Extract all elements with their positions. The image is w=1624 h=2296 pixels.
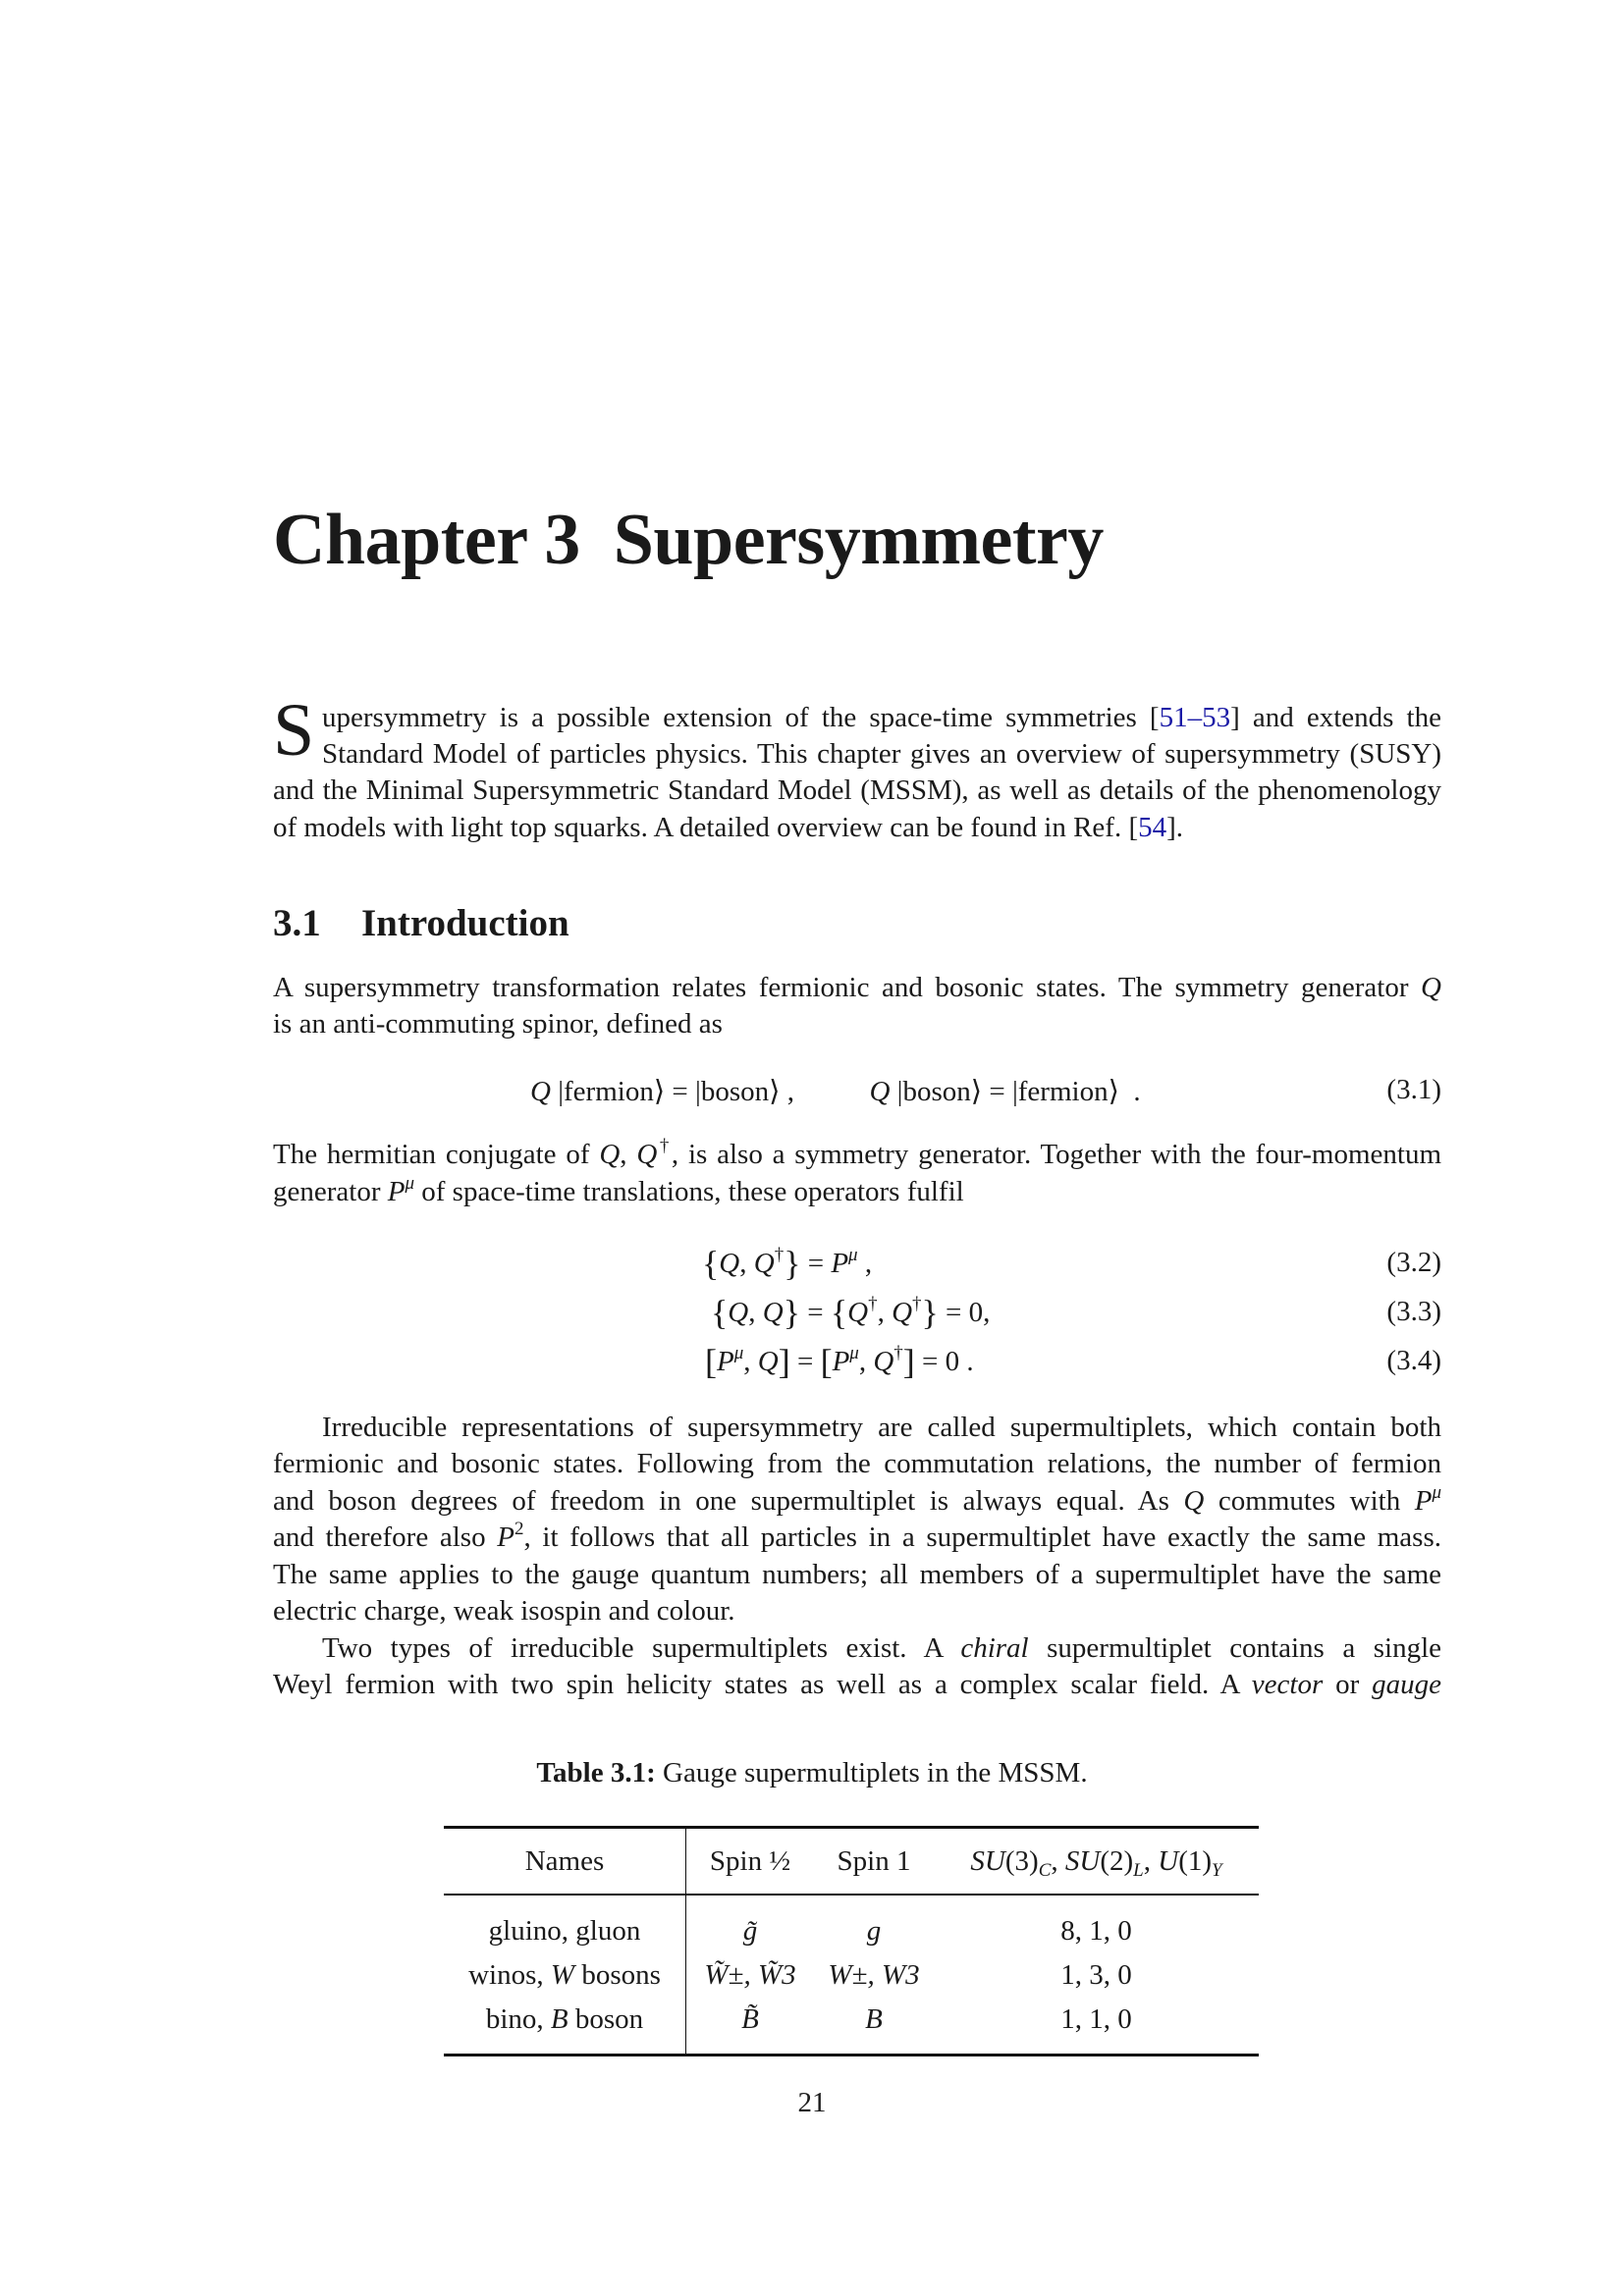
para3-line-5: The same applies to the gauge quantum numbers; all members of a supermultiplet have the same <box>273 1559 1441 1590</box>
table-row <box>444 1909 1259 1953</box>
row-spin-one: g <box>866 1915 882 1947</box>
para3-line-3: and boson degrees of freedom in one supermultiplet is always equal. As Q commutes with $P^\mu$ <box>273 1482 1442 1517</box>
table-row <box>444 1998 1259 2056</box>
para1-line-1: A supersymmetry transformation relates fermionic and bosonic states. The symmetry generator Q <box>273 972 1441 1003</box>
para2-line-1: The hermitian conjugate of Q, Q†, is also a symmetry generator. Together with the four-momentum <box>273 1136 1442 1170</box>
equation-label-3-3: (3.3) <box>1386 1296 1441 1327</box>
drop-cap: S <box>273 689 315 772</box>
table-header-row <box>444 1828 1259 1896</box>
header-gauge-groups: $SU(3)_C$, $SU(2)_L$, $U(1)_Y$ <box>970 1844 1222 1881</box>
citation-link[interactable]: 51–53 <box>1159 702 1231 733</box>
intro-line-3: and the Minimal Supersymmetric Standard Model (MSSM), as well as details of the phenomenology <box>273 774 1441 806</box>
section-heading <box>273 901 569 945</box>
row-charges: 1, 3, 0 <box>1060 1959 1132 1991</box>
row-spin-half: B̃ <box>741 2003 759 2035</box>
row-name: winos, W bosons <box>444 1953 686 1998</box>
equation-label-3-1: (3.1) <box>1386 1074 1441 1105</box>
header-spin-one: Spin 1 <box>837 1844 911 1877</box>
row-spin-half: g̃ <box>742 1915 758 1947</box>
para2-line-2: generator $P^\mu$ of space-time translations, these operators fulfil <box>273 1173 964 1207</box>
chapter-number: Chapter 3 <box>273 500 580 580</box>
citation-link[interactable]: 54 <box>1138 812 1167 843</box>
equation-3-4: [$P^\mu$, $Q] = [P^\mu$, Q†] = 0 . <box>705 1342 974 1381</box>
equation-label-3-2: (3.2) <box>1386 1247 1441 1278</box>
row-spin-one: W±, W3 <box>828 1959 920 1991</box>
section-number: 3.1 <box>273 902 321 944</box>
intro-line-4: of models with light top squarks. A detailed overview can be found in Ref. [54]. <box>273 812 1184 843</box>
row-charges: 8, 1, 0 <box>1060 1915 1132 1947</box>
row-spin-one: B <box>865 2003 883 2035</box>
para4-line-1: Two types of irreducible supermultiplets exist. A chiral supermultiplet contains a single <box>322 1632 1442 1664</box>
header-names: Names <box>444 1828 686 1896</box>
equation-label-3-4: (3.4) <box>1386 1345 1441 1376</box>
row-spin-half: W̃±, W̃3 <box>704 1959 796 1991</box>
intro-line-2: Standard Model of particles physics. This chapter gives an overview of supersymmetry (SUSY) <box>322 738 1441 770</box>
para3-line-2: fermionic and bosonic states. Following from the commutation relations, the number of fermion <box>273 1448 1441 1479</box>
para3-line-6: electric charge, weak isospin and colour. <box>273 1595 735 1627</box>
equation-3-1: Q |fermion⟩ = |boson⟩ , Q |boson⟩ = |fermion⟩ . <box>530 1076 1141 1107</box>
equation-3-2: {Q, $Q^\dagger\} = P^\mu$ , <box>702 1244 873 1283</box>
gauge-supermultiplets-table <box>444 1826 1259 2056</box>
intro-line-1: upersymmetry is a possible extension of the space-time symmetries [51–53] and extends the <box>322 702 1441 733</box>
section-title: Introduction <box>361 902 569 944</box>
para3-line-4: and therefore also $P^2$, it follows that all particles in a supermultiplet have exactly the same mass. <box>273 1519 1442 1553</box>
chapter-name: Supersymmetry <box>613 500 1104 580</box>
table-row <box>444 1953 1259 1998</box>
table-caption: Table 3.1: Gauge supermultiplets in the MSSM. <box>536 1757 1088 1789</box>
page-number: 21 <box>797 2087 827 2118</box>
para3-line-1: Irreducible representations of supersymmetry are called supermultiplets, which contain both <box>322 1412 1441 1443</box>
chapter-title <box>273 499 1104 582</box>
row-charges: 1, 1, 0 <box>1060 2003 1132 2035</box>
para1-line-2: is an anti-commuting spinor, defined as <box>273 1008 723 1040</box>
para4-line-2: Weyl fermion with two spin helicity states as well as a complex scalar field. A vector or gauge <box>273 1669 1442 1700</box>
row-name: gluino, gluon <box>444 1909 686 1953</box>
equation-3-3: {Q, Q} = {Q†, Q†} = 0, <box>711 1293 991 1332</box>
row-name: bino, B boson <box>444 1998 686 2056</box>
header-spin-half: Spin ½ <box>709 1844 791 1877</box>
